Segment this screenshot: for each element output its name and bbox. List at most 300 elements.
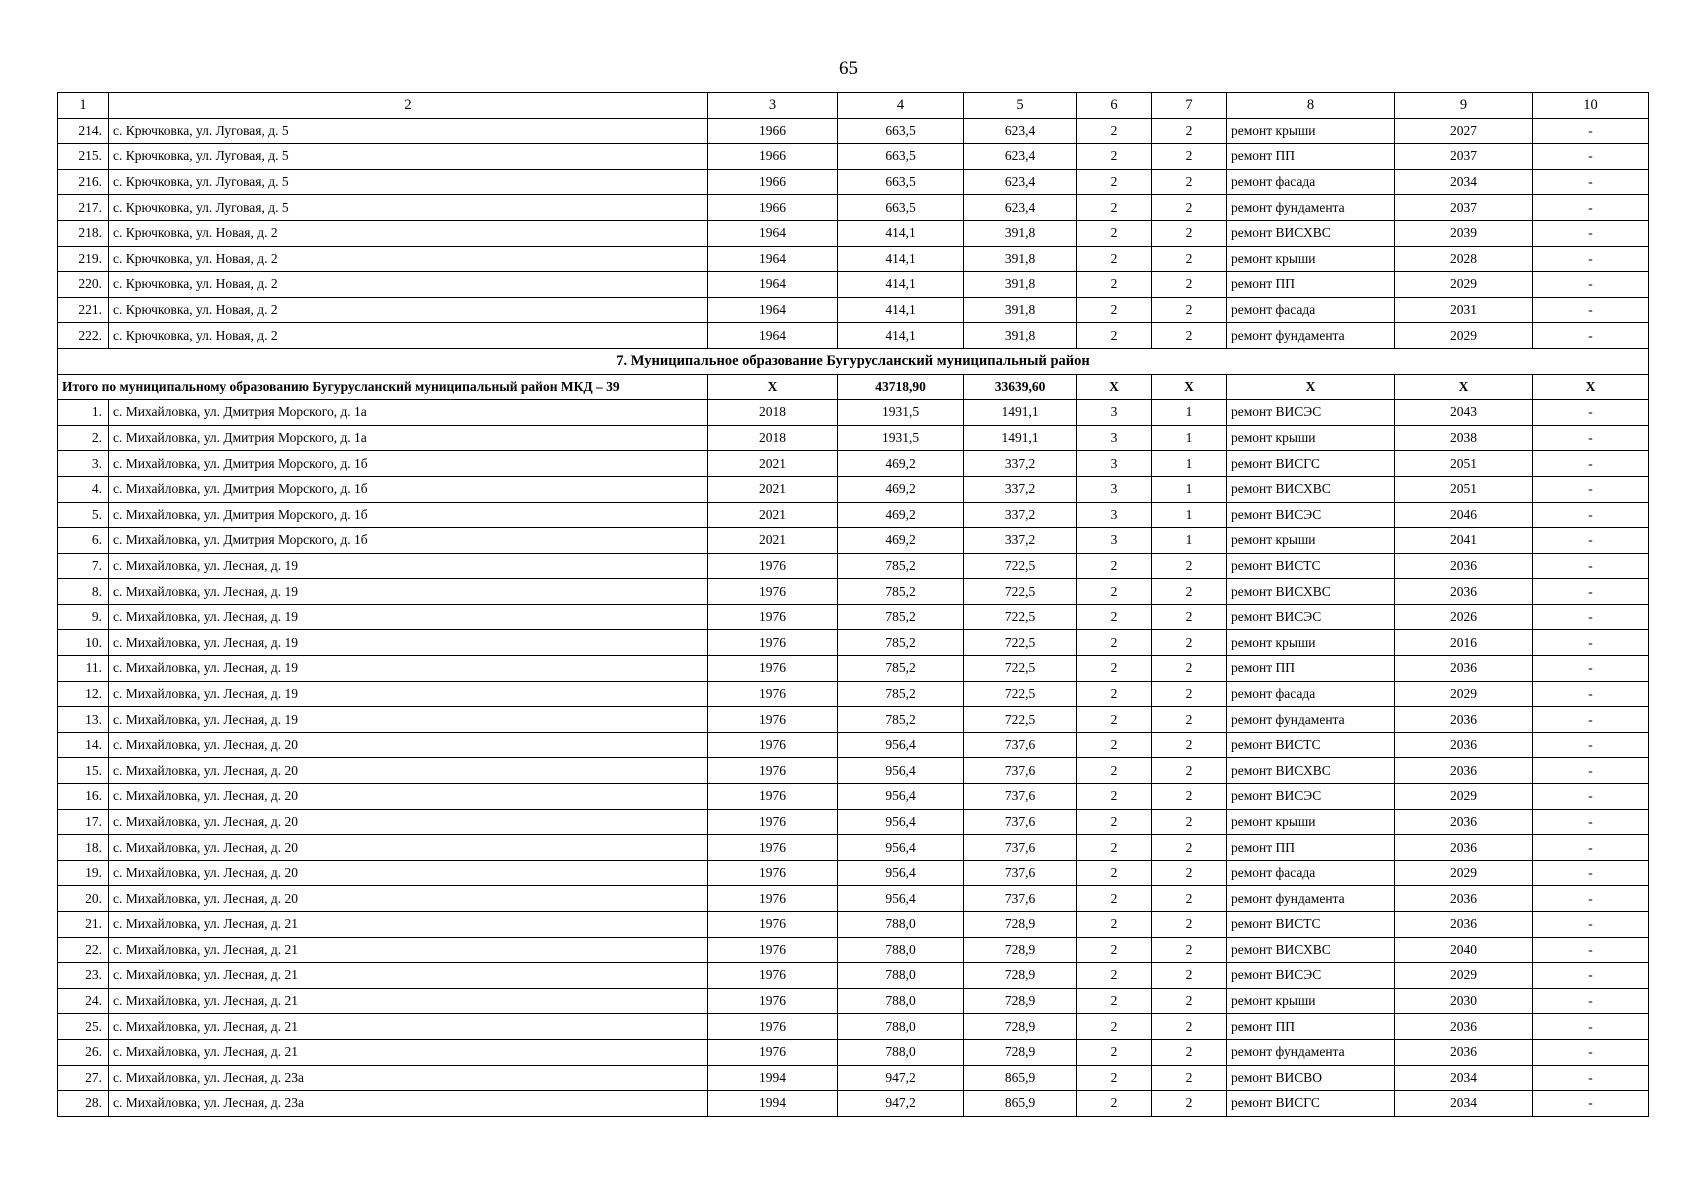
total-col-6: X: [1077, 374, 1152, 400]
work-type-cell: ремонт крыши: [1227, 809, 1395, 835]
col-6-cell: 2: [1077, 169, 1152, 195]
living-area-cell: 728,9: [964, 1039, 1077, 1065]
column-header-7: 7: [1152, 93, 1227, 119]
col-6-cell: 2: [1077, 272, 1152, 298]
row-number-cell: 16.: [58, 784, 109, 810]
col-10-cell: -: [1533, 963, 1649, 989]
total-col-8: X: [1227, 374, 1395, 400]
col-7-cell: 2: [1152, 604, 1227, 630]
total-area-cell: 956,4: [838, 886, 964, 912]
table-row: [58, 1091, 1649, 1117]
col-10-cell: -: [1533, 656, 1649, 682]
total-label: Итого по муниципальному образованию Бугурусланский муниципальный район МКД – 39: [58, 374, 708, 400]
work-type-cell: ремонт ВИСХВС: [1227, 220, 1395, 246]
row-number-cell: 14.: [58, 732, 109, 758]
build-year-cell: 1964: [708, 297, 838, 323]
col-6-cell: 2: [1077, 681, 1152, 707]
work-type-cell: ремонт крыши: [1227, 988, 1395, 1014]
address-cell: с. Михайловка, ул. Дмитрия Морского, д. 1а: [109, 425, 708, 451]
planned-year-cell: 2026: [1395, 604, 1533, 630]
row-number-cell: 215.: [58, 144, 109, 170]
row-number-cell: 21.: [58, 912, 109, 938]
work-type-cell: ремонт фундамента: [1227, 323, 1395, 349]
work-type-cell: ремонт фундамента: [1227, 886, 1395, 912]
work-type-cell: ремонт ВИСГС: [1227, 1091, 1395, 1117]
total-area-cell: 1931,5: [838, 400, 964, 426]
address-cell: с. Михайловка, ул. Лесная, д. 19: [109, 681, 708, 707]
col-6-cell: 2: [1077, 886, 1152, 912]
planned-year-cell: 2034: [1395, 169, 1533, 195]
table-row: [58, 118, 1649, 144]
planned-year-cell: 2029: [1395, 272, 1533, 298]
address-cell: с. Михайловка, ул. Дмитрия Морского, д. 1б: [109, 502, 708, 528]
total-col-7: X: [1152, 374, 1227, 400]
planned-year-cell: 2037: [1395, 195, 1533, 221]
address-cell: с. Михайловка, ул. Лесная, д. 20: [109, 860, 708, 886]
table-row: [58, 400, 1649, 426]
planned-year-cell: 2034: [1395, 1091, 1533, 1117]
build-year-cell: 1976: [708, 553, 838, 579]
total-area-cell: 788,0: [838, 912, 964, 938]
col-7-cell: 1: [1152, 400, 1227, 426]
col-6-cell: 2: [1077, 220, 1152, 246]
planned-year-cell: 2036: [1395, 1039, 1533, 1065]
work-type-cell: ремонт крыши: [1227, 425, 1395, 451]
section-title: 7. Муниципальное образование Бугурусланский муниципальный район: [58, 348, 1649, 374]
col-10-cell: -: [1533, 630, 1649, 656]
work-type-cell: ремонт ВИСХВС: [1227, 758, 1395, 784]
address-cell: с. Михайловка, ул. Лесная, д. 21: [109, 912, 708, 938]
col-6-cell: 2: [1077, 553, 1152, 579]
build-year-cell: 1964: [708, 323, 838, 349]
col-10-cell: -: [1533, 502, 1649, 528]
address-cell: с. Михайловка, ул. Лесная, д. 21: [109, 988, 708, 1014]
build-year-cell: 1994: [708, 1091, 838, 1117]
work-type-cell: ремонт ВИСГС: [1227, 451, 1395, 477]
col-6-cell: 2: [1077, 732, 1152, 758]
col-6-cell: 3: [1077, 400, 1152, 426]
col-7-cell: 2: [1152, 246, 1227, 272]
row-number-cell: 12.: [58, 681, 109, 707]
work-type-cell: ремонт ВИСХВС: [1227, 579, 1395, 605]
col-10-cell: -: [1533, 169, 1649, 195]
col-6-cell: 2: [1077, 707, 1152, 733]
col-6-cell: 2: [1077, 118, 1152, 144]
living-area-cell: 865,9: [964, 1091, 1077, 1117]
table-row: [58, 912, 1649, 938]
planned-year-cell: 2036: [1395, 1014, 1533, 1040]
build-year-cell: 2021: [708, 451, 838, 477]
planned-year-cell: 2051: [1395, 451, 1533, 477]
row-number-cell: 220.: [58, 272, 109, 298]
col-7-cell: 2: [1152, 681, 1227, 707]
row-number-cell: 221.: [58, 297, 109, 323]
address-cell: с. Михайловка, ул. Лесная, д. 19: [109, 630, 708, 656]
col-7-cell: 2: [1152, 860, 1227, 886]
build-year-cell: 1976: [708, 630, 838, 656]
address-cell: с. Михайловка, ул. Лесная, д. 20: [109, 784, 708, 810]
living-area-cell: 391,8: [964, 246, 1077, 272]
living-area-cell: 391,8: [964, 272, 1077, 298]
table-row: [58, 707, 1649, 733]
living-area-cell: 623,4: [964, 195, 1077, 221]
col-10-cell: -: [1533, 1065, 1649, 1091]
work-type-cell: ремонт ВИСТС: [1227, 553, 1395, 579]
table-row: [58, 220, 1649, 246]
column-header-2: 2: [109, 93, 708, 119]
address-cell: с. Михайловка, ул. Дмитрия Морского, д. 1б: [109, 476, 708, 502]
column-header-1: 1: [58, 93, 109, 119]
col-10-cell: -: [1533, 809, 1649, 835]
col-10-cell: -: [1533, 425, 1649, 451]
row-number-cell: 5.: [58, 502, 109, 528]
total-area-cell: 663,5: [838, 169, 964, 195]
row-number-cell: 2.: [58, 425, 109, 451]
build-year-cell: 1976: [708, 758, 838, 784]
planned-year-cell: 2034: [1395, 1065, 1533, 1091]
row-number-cell: 218.: [58, 220, 109, 246]
work-type-cell: ремонт ПП: [1227, 835, 1395, 861]
row-number-cell: 219.: [58, 246, 109, 272]
table-row: [58, 144, 1649, 170]
col-10-cell: -: [1533, 835, 1649, 861]
build-year-cell: 1964: [708, 220, 838, 246]
living-area-cell: 337,2: [964, 476, 1077, 502]
build-year-cell: 1976: [708, 937, 838, 963]
planned-year-cell: 2039: [1395, 220, 1533, 246]
col-7-cell: 1: [1152, 425, 1227, 451]
work-type-cell: ремонт ПП: [1227, 1014, 1395, 1040]
col-7-cell: 2: [1152, 118, 1227, 144]
build-year-cell: 1976: [708, 656, 838, 682]
column-header-6: 6: [1077, 93, 1152, 119]
col-7-cell: 2: [1152, 758, 1227, 784]
col-7-cell: 2: [1152, 988, 1227, 1014]
build-year-cell: 2018: [708, 400, 838, 426]
col-10-cell: -: [1533, 579, 1649, 605]
col-7-cell: 2: [1152, 579, 1227, 605]
address-cell: с. Михайловка, ул. Лесная, д. 23а: [109, 1091, 708, 1117]
total-area-cell: 947,2: [838, 1091, 964, 1117]
col-10-cell: -: [1533, 604, 1649, 630]
planned-year-cell: 2040: [1395, 937, 1533, 963]
col-6-cell: 2: [1077, 784, 1152, 810]
col-6-cell: 2: [1077, 297, 1152, 323]
col-10-cell: -: [1533, 553, 1649, 579]
planned-year-cell: 2037: [1395, 144, 1533, 170]
work-type-cell: ремонт крыши: [1227, 630, 1395, 656]
table-row: [58, 732, 1649, 758]
living-area-cell: 728,9: [964, 937, 1077, 963]
table-row: [58, 758, 1649, 784]
section-title-row: [58, 348, 1649, 374]
build-year-cell: 1976: [708, 1014, 838, 1040]
table-row: [58, 502, 1649, 528]
total-area-cell: 956,4: [838, 732, 964, 758]
work-type-cell: ремонт крыши: [1227, 118, 1395, 144]
col-7-cell: 2: [1152, 1039, 1227, 1065]
build-year-cell: 1994: [708, 1065, 838, 1091]
row-number-cell: 13.: [58, 707, 109, 733]
table-row: [58, 860, 1649, 886]
planned-year-cell: 2027: [1395, 118, 1533, 144]
table-row: [58, 988, 1649, 1014]
total-area-cell: 414,1: [838, 246, 964, 272]
column-header-9: 9: [1395, 93, 1533, 119]
col-10-cell: -: [1533, 451, 1649, 477]
total-area-cell: 663,5: [838, 195, 964, 221]
planned-year-cell: 2036: [1395, 758, 1533, 784]
living-area-cell: 722,5: [964, 553, 1077, 579]
col-7-cell: 1: [1152, 502, 1227, 528]
planned-year-cell: 2038: [1395, 425, 1533, 451]
table-row: [58, 425, 1649, 451]
row-number-cell: 17.: [58, 809, 109, 835]
table-row: [58, 656, 1649, 682]
build-year-cell: 1976: [708, 707, 838, 733]
living-area-cell: 737,6: [964, 860, 1077, 886]
row-number-cell: 222.: [58, 323, 109, 349]
build-year-cell: 1976: [708, 681, 838, 707]
work-type-cell: ремонт ВИСТС: [1227, 912, 1395, 938]
column-header-5: 5: [964, 93, 1077, 119]
work-type-cell: ремонт фасада: [1227, 860, 1395, 886]
col-7-cell: 2: [1152, 169, 1227, 195]
row-number-cell: 214.: [58, 118, 109, 144]
living-area-cell: 623,4: [964, 169, 1077, 195]
living-area-cell: 337,2: [964, 451, 1077, 477]
col-6-cell: 3: [1077, 425, 1152, 451]
planned-year-cell: 2036: [1395, 835, 1533, 861]
address-cell: с. Михайловка, ул. Лесная, д. 21: [109, 1014, 708, 1040]
row-number-cell: 6.: [58, 528, 109, 554]
table-row: [58, 579, 1649, 605]
col-7-cell: 2: [1152, 835, 1227, 861]
build-year-cell: 1966: [708, 118, 838, 144]
planned-year-cell: 2036: [1395, 809, 1533, 835]
living-area-cell: 1491,1: [964, 400, 1077, 426]
living-area-cell: 728,9: [964, 963, 1077, 989]
row-number-cell: 22.: [58, 937, 109, 963]
total-area-cell: 785,2: [838, 553, 964, 579]
col-6-cell: 2: [1077, 912, 1152, 938]
col-7-cell: 2: [1152, 297, 1227, 323]
living-area-cell: 337,2: [964, 502, 1077, 528]
row-number-cell: 10.: [58, 630, 109, 656]
total-area-4: 43718,90: [838, 374, 964, 400]
work-type-cell: ремонт ВИСЭС: [1227, 502, 1395, 528]
col-6-cell: 2: [1077, 195, 1152, 221]
address-cell: с. Михайловка, ул. Дмитрия Морского, д. 1б: [109, 451, 708, 477]
living-area-cell: 1491,1: [964, 425, 1077, 451]
total-year: X: [708, 374, 838, 400]
build-year-cell: 1976: [708, 860, 838, 886]
work-type-cell: ремонт фундамента: [1227, 1039, 1395, 1065]
col-7-cell: 2: [1152, 323, 1227, 349]
col-7-cell: 2: [1152, 144, 1227, 170]
table-row: [58, 323, 1649, 349]
living-area-cell: 623,4: [964, 144, 1077, 170]
address-cell: с. Михайловка, ул. Лесная, д. 20: [109, 835, 708, 861]
planned-year-cell: 2036: [1395, 912, 1533, 938]
table-row: [58, 1014, 1649, 1040]
planned-year-cell: 2029: [1395, 784, 1533, 810]
col-7-cell: 2: [1152, 886, 1227, 912]
col-10-cell: -: [1533, 860, 1649, 886]
col-6-cell: 2: [1077, 1091, 1152, 1117]
total-area-cell: 1931,5: [838, 425, 964, 451]
address-cell: с. Крючковка, ул. Луговая, д. 5: [109, 118, 708, 144]
build-year-cell: 2018: [708, 425, 838, 451]
col-6-cell: 2: [1077, 604, 1152, 630]
address-cell: с. Крючковка, ул. Новая, д. 2: [109, 220, 708, 246]
total-area-cell: 956,4: [838, 835, 964, 861]
column-header-10: 10: [1533, 93, 1649, 119]
total-area-cell: 785,2: [838, 656, 964, 682]
col-7-cell: 2: [1152, 732, 1227, 758]
address-cell: с. Михайловка, ул. Дмитрия Морского, д. 1б: [109, 528, 708, 554]
address-cell: с. Михайловка, ул. Лесная, д. 19: [109, 553, 708, 579]
build-year-cell: 1966: [708, 144, 838, 170]
col-6-cell: 2: [1077, 758, 1152, 784]
living-area-cell: 722,5: [964, 656, 1077, 682]
planned-year-cell: 2041: [1395, 528, 1533, 554]
col-10-cell: -: [1533, 528, 1649, 554]
table-row: [58, 604, 1649, 630]
col-10-cell: -: [1533, 937, 1649, 963]
col-6-cell: 2: [1077, 988, 1152, 1014]
col-10-cell: -: [1533, 220, 1649, 246]
total-area-cell: 956,4: [838, 758, 964, 784]
table-row: [58, 963, 1649, 989]
col-6-cell: 3: [1077, 451, 1152, 477]
total-area-cell: 414,1: [838, 297, 964, 323]
address-cell: с. Михайловка, ул. Лесная, д. 20: [109, 758, 708, 784]
col-10-cell: -: [1533, 476, 1649, 502]
table-row: [58, 195, 1649, 221]
total-area-cell: 785,2: [838, 604, 964, 630]
planned-year-cell: 2029: [1395, 323, 1533, 349]
table-row: [58, 169, 1649, 195]
living-area-cell: 391,8: [964, 323, 1077, 349]
work-type-cell: ремонт ВИСЭС: [1227, 784, 1395, 810]
living-area-cell: 728,9: [964, 988, 1077, 1014]
work-type-cell: ремонт ВИСЭС: [1227, 604, 1395, 630]
col-10-cell: -: [1533, 118, 1649, 144]
total-area-cell: 956,4: [838, 860, 964, 886]
table-body-section-a: [58, 93, 1649, 349]
col-6-cell: 3: [1077, 476, 1152, 502]
page-number: 65: [839, 58, 858, 79]
col-10-cell: -: [1533, 1091, 1649, 1117]
col-7-cell: 2: [1152, 630, 1227, 656]
col-7-cell: 2: [1152, 784, 1227, 810]
work-type-cell: ремонт фасада: [1227, 169, 1395, 195]
table-row: [58, 1065, 1649, 1091]
total-area-cell: 785,2: [838, 579, 964, 605]
build-year-cell: 1976: [708, 963, 838, 989]
build-year-cell: 1976: [708, 604, 838, 630]
row-number-cell: 24.: [58, 988, 109, 1014]
living-area-cell: 737,6: [964, 809, 1077, 835]
col-6-cell: 2: [1077, 937, 1152, 963]
work-type-cell: ремонт крыши: [1227, 246, 1395, 272]
table-row: [58, 784, 1649, 810]
total-area-cell: 788,0: [838, 963, 964, 989]
total-area-cell: 956,4: [838, 784, 964, 810]
row-number-cell: 4.: [58, 476, 109, 502]
table-row: [58, 1039, 1649, 1065]
column-number-row: [58, 93, 1649, 119]
col-10-cell: -: [1533, 297, 1649, 323]
living-area-cell: 337,2: [964, 528, 1077, 554]
planned-year-cell: 2036: [1395, 707, 1533, 733]
build-year-cell: 2021: [708, 528, 838, 554]
table-row: [58, 528, 1649, 554]
col-10-cell: -: [1533, 1039, 1649, 1065]
address-cell: с. Михайловка, ул. Лесная, д. 19: [109, 604, 708, 630]
planned-year-cell: 2028: [1395, 246, 1533, 272]
row-number-cell: 18.: [58, 835, 109, 861]
work-type-cell: ремонт крыши: [1227, 528, 1395, 554]
row-number-cell: 26.: [58, 1039, 109, 1065]
living-area-cell: 728,9: [964, 1014, 1077, 1040]
total-area-cell: 469,2: [838, 502, 964, 528]
planned-year-cell: 2046: [1395, 502, 1533, 528]
col-7-cell: 2: [1152, 272, 1227, 298]
work-type-cell: ремонт фасада: [1227, 681, 1395, 707]
build-year-cell: 1976: [708, 1039, 838, 1065]
build-year-cell: 1966: [708, 169, 838, 195]
col-10-cell: -: [1533, 732, 1649, 758]
table-row: [58, 809, 1649, 835]
col-10-cell: -: [1533, 323, 1649, 349]
col-6-cell: 2: [1077, 963, 1152, 989]
living-area-cell: 737,6: [964, 732, 1077, 758]
row-number-cell: 7.: [58, 553, 109, 579]
total-row: [58, 374, 1649, 400]
total-area-cell: 663,5: [838, 144, 964, 170]
work-type-cell: ремонт ПП: [1227, 656, 1395, 682]
row-number-cell: 9.: [58, 604, 109, 630]
table-row: [58, 630, 1649, 656]
col-10-cell: -: [1533, 681, 1649, 707]
work-type-cell: ремонт ПП: [1227, 144, 1395, 170]
address-cell: с. Михайловка, ул. Дмитрия Морского, д. 1а: [109, 400, 708, 426]
repair-schedule-table: [57, 92, 1649, 1117]
column-header-3: 3: [708, 93, 838, 119]
table-row: [58, 886, 1649, 912]
living-area-cell: 722,5: [964, 681, 1077, 707]
planned-year-cell: 2029: [1395, 860, 1533, 886]
living-area-cell: 737,6: [964, 758, 1077, 784]
col-6-cell: 3: [1077, 528, 1152, 554]
address-cell: с. Михайловка, ул. Лесная, д. 19: [109, 579, 708, 605]
col-7-cell: 2: [1152, 937, 1227, 963]
living-area-cell: 722,5: [964, 707, 1077, 733]
address-cell: с. Крючковка, ул. Луговая, д. 5: [109, 195, 708, 221]
col-10-cell: -: [1533, 400, 1649, 426]
address-cell: с. Крючковка, ул. Новая, д. 2: [109, 272, 708, 298]
address-cell: с. Михайловка, ул. Лесная, д. 21: [109, 1039, 708, 1065]
living-area-cell: 737,6: [964, 886, 1077, 912]
total-area-cell: 469,2: [838, 476, 964, 502]
planned-year-cell: 2029: [1395, 681, 1533, 707]
build-year-cell: 1976: [708, 579, 838, 605]
total-area-cell: 663,5: [838, 118, 964, 144]
row-number-cell: 8.: [58, 579, 109, 605]
col-7-cell: 2: [1152, 1014, 1227, 1040]
